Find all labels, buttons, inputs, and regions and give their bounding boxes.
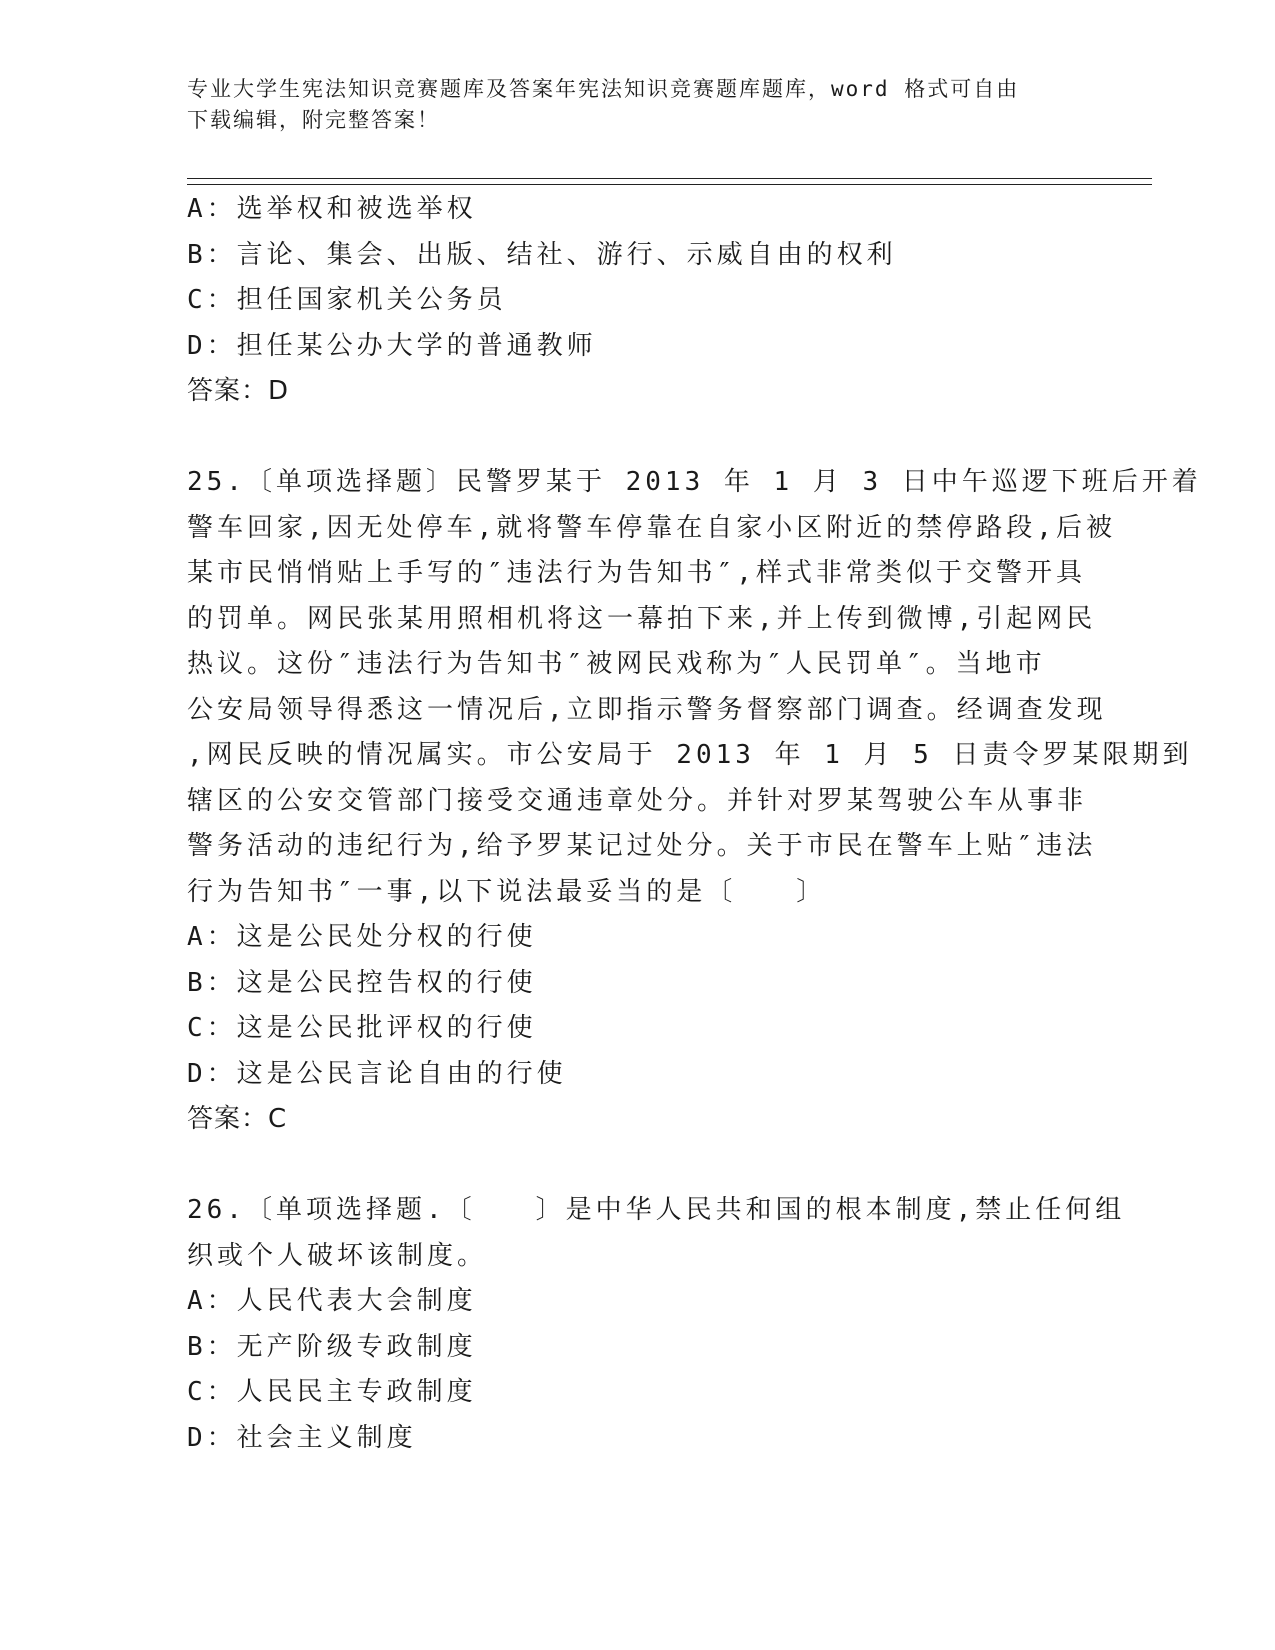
question-text-line: 警务活动的违纪行为,给予罗某记过处分。关于市民在警车上贴″违法 (187, 831, 1097, 861)
option-b: B：这是公民控告权的行使 (187, 967, 537, 998)
question-26 (187, 1188, 1126, 1461)
option-a: A：人民代表大会制度 (187, 1286, 477, 1316)
option-b: B：无产阶级专政制度 (187, 1331, 477, 1362)
option-c: C：这是公民批评权的行使 (187, 1013, 537, 1043)
question-content (187, 187, 1202, 1461)
question-text-line: 织或个人破坏该制度。 (187, 1240, 488, 1271)
question-text-line: 26.〔单项选择题.〔 〕是中华人民共和国的根本制度,禁止任何组 (187, 1195, 1126, 1225)
question-text-line: 辖区的公安交管部门接受交通违章处分。并针对罗某驾驶公车从事非 (187, 785, 1088, 816)
question-text-line: 的罚单。网民张某用照相机将这一幕拍下来,并上传到微博,引起网民 (187, 603, 1097, 634)
spacer (187, 415, 1087, 461)
option-a: A：这是公民处分权的行使 (187, 922, 537, 952)
header-line: 下载编辑，附完整答案！ (187, 108, 440, 132)
question-25 (187, 460, 1202, 1143)
question-text-line: 行为告知书″一事,以下说法最妥当的是〔 〕 (187, 876, 827, 907)
question-text-line: 25.〔单项选择题〕民警罗某于 2013 年 1 月 3 日中午巡逻下班后开着 (187, 467, 1202, 497)
question-24 (187, 187, 1087, 415)
question-text-line: 公安局领导得悉这一情况后,立即指示警务督察部门调查。经调查发现 (187, 694, 1107, 725)
option-c: C：担任国家机关公务员 (187, 285, 507, 315)
answer-line: 答案：C (187, 1104, 288, 1134)
question-text-line: 某市民悄悄贴上手写的″违法行为告知书″,样式非常类似于交警开具 (187, 558, 1086, 588)
question-text-line: ,网民反映的情况属实。市公安局于 2013 年 1 月 5 日责令罗某限期到 (187, 740, 1193, 770)
header-line: 专业大学生宪法知识竞赛题库及答案年宪法知识竞赛题库题库，word 格式可自由 (187, 77, 1020, 101)
option-b: B：言论、集会、出版、结社、游行、示威自由的权利 (187, 239, 897, 270)
answer-line: 答案：D (187, 376, 290, 406)
option-d: D：担任某公办大学的普通教师 (187, 330, 597, 361)
question-text-line: 警车回家,因无处停车,就将警车停靠在自家小区附近的禁停路段,后被 (187, 512, 1116, 543)
option-a: A：选举权和被选举权 (187, 194, 477, 224)
option-d: D：这是公民言论自由的行使 (187, 1058, 567, 1089)
header-divider (187, 184, 1152, 185)
option-d: D：社会主义制度 (187, 1422, 417, 1453)
spacer (187, 1143, 1087, 1189)
question-text-line: 热议。这份″违法行为告知书″被网民戏称为″人民罚单″。当地市 (187, 649, 1046, 679)
document-header (187, 74, 1067, 136)
header-divider (187, 178, 1152, 179)
option-c: C：人民民主专政制度 (187, 1377, 477, 1407)
